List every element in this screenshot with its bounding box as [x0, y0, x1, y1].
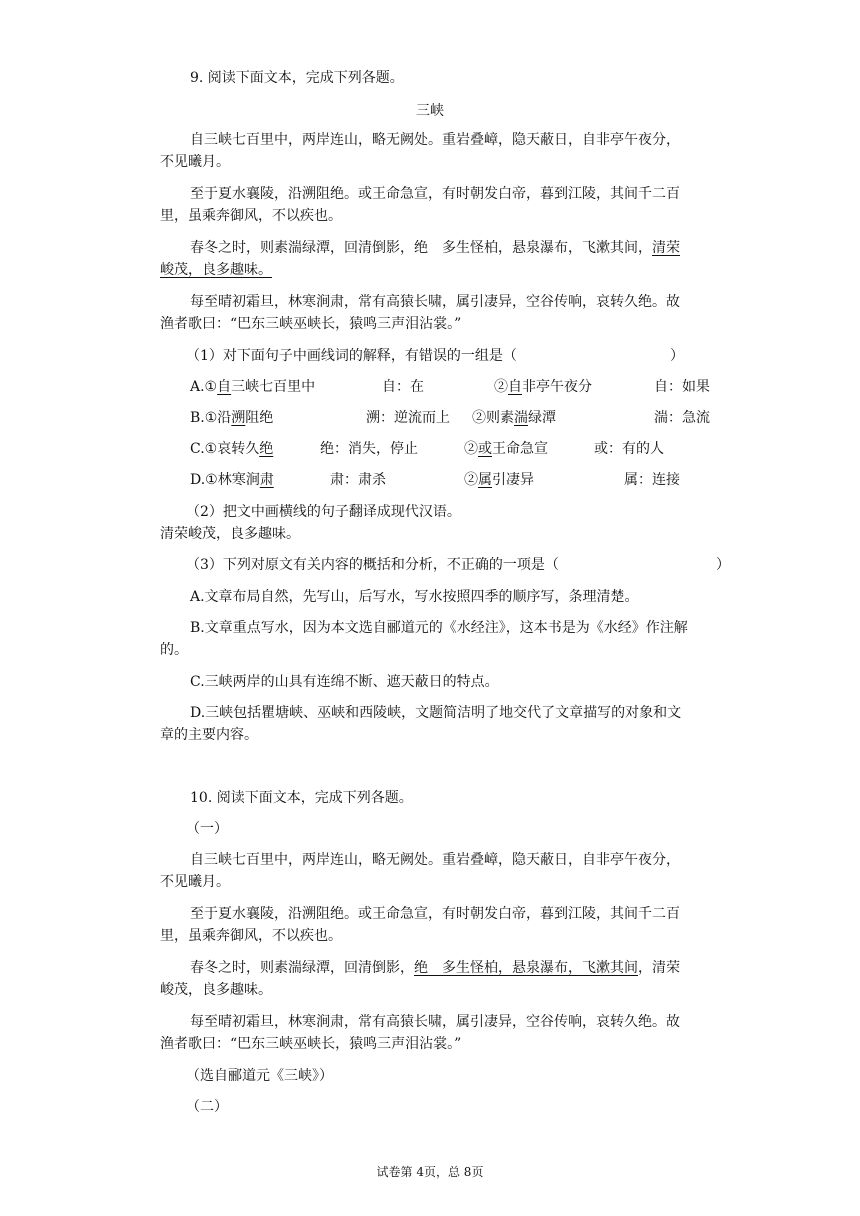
q9-p2-line1: 至于夏水襄陵，沿溯阻绝。或王命急宣，有时朝发白帝，暮到江陵，其间千二百 [190, 186, 680, 202]
q10-p2-line2: 里，虽乘奔御风，不以疾也。 [160, 928, 342, 944]
q9-option-c-part1 [190, 439, 273, 459]
opt-suffix: 引凄异 [492, 472, 534, 488]
q10-p1-line2: 不见曦月。 [160, 874, 230, 890]
opt-prefix: B.①沿 [190, 410, 232, 426]
opt-prefix: ② [464, 441, 478, 457]
q9-choice-b-line2: 的。 [160, 642, 188, 658]
opt-underlined-word: 自 [508, 379, 522, 395]
q10-p1-line1: 自三峡七百里中，两岸连山，略无阙处。重岩叠嶂，隐天蔽日，自非亭午夜分， [190, 852, 680, 868]
q10-header: 10. 阅读下面文本，完成下列各题。 [190, 790, 413, 806]
q9-option-b-exp1: 溯：逆流而上 [366, 410, 450, 426]
q9-option-d-exp2: 属：连接 [624, 472, 680, 488]
q9-choice-d-line2: 章的主要内容。 [160, 727, 258, 743]
page-footer: 试卷第 4页，总 8页 [376, 1165, 484, 1179]
opt-underlined-word: 自 [217, 379, 232, 395]
q9-option-c-part2 [464, 439, 548, 459]
q10-p3-text: 春冬之时，则素湍绿潭，回清倒影， [190, 960, 414, 976]
opt-prefix: ② [494, 379, 508, 395]
opt-suffix: 非亭午夜分 [522, 379, 592, 395]
q9-p3-line2 [160, 260, 272, 280]
q9-option-a-part1 [190, 377, 315, 397]
q9-option-b-part2 [472, 408, 556, 428]
q10-source: （选自郦道元《三峡》） [186, 1068, 333, 1084]
q9-choice-b-line1: B.文章重点写水，因为本文选自郦道元的《水经注》，这本书是为《水经》作注解 [190, 620, 688, 636]
opt-underlined-word: 绝 [259, 441, 274, 457]
q9-p4-line2: 渔者歌曰：“巴东三峡巫峡长，猿鸣三声泪沾裳。” [160, 316, 462, 332]
q9-p3-line1 [190, 238, 680, 258]
opt-suffix: 绿潭 [528, 410, 556, 426]
q10-p3-line1 [190, 958, 680, 978]
q9-p1-line2: 不见曦月。 [160, 154, 230, 170]
q10-p3-underlined: 绝 多生怪柏，悬泉瀑布，飞漱其间 [414, 960, 638, 976]
opt-prefix: A.① [190, 379, 218, 395]
q9-p3-underlined-end: 峻茂，良多趣味。 [160, 262, 272, 278]
q9-sub1-close: ） [670, 348, 684, 364]
q9-option-a-exp2: 自：如果 [654, 379, 710, 395]
q9-option-b-part1 [190, 408, 273, 428]
q9-p3-text: 春冬之时，则素湍绿潭，回清倒影，绝 多生怪柏，悬泉瀑布，飞漱其间， [190, 240, 652, 256]
opt-prefix: D.①林寒涧 [190, 472, 260, 488]
q9-option-a-exp1: 自：在 [382, 379, 424, 395]
q9-header: 9. 阅读下面文本，完成下列各题。 [190, 70, 404, 86]
q9-choice-a: A.文章布局自然，先写山，后写水，写水按照四季的顺序写，条理清楚。 [190, 589, 639, 605]
opt-underlined-word: 肃 [259, 472, 274, 488]
q9-option-b-exp2: 湍：急流 [654, 410, 710, 426]
opt-prefix: ②则素 [472, 410, 514, 426]
q9-p1-line1: 自三峡七百里中，两岸连山，略无阙处。重岩叠嶂，隐天蔽日，自非亭午夜分， [190, 132, 680, 148]
passage-title: 三峡 [416, 103, 444, 119]
q10-p2-line1: 至于夏水襄陵，沿溯阻绝。或王命急宣，有时朝发白帝，暮到江陵，其间千二百 [190, 906, 680, 922]
opt-underlined-word: 或 [478, 441, 492, 457]
opt-suffix: 三峡七百里中 [231, 379, 316, 395]
q10-part1-label: （一） [186, 821, 228, 837]
q9-option-d-part1 [190, 470, 274, 490]
q9-sub2: （2）把文中画横线的句子翻译成现代汉语。 [186, 504, 461, 520]
q10-p3-line2: 峻茂，良多趣味。 [160, 982, 272, 998]
q9-sub3-close: ） [716, 557, 730, 573]
q9-sub3: （3）下列对原文有关内容的概括和分析，不正确的一项是（ [186, 557, 559, 573]
q9-choice-d-line1: D.三峡包括瞿塘峡、巫峡和西陵峡，文题简洁明了地交代了文章描写的对象和文 [190, 705, 682, 721]
q10-part2-label: （二） [186, 1099, 228, 1115]
opt-underlined-word: 属 [478, 472, 492, 488]
q9-option-c-exp2: 或：有的人 [594, 441, 664, 457]
opt-prefix: ② [464, 472, 478, 488]
q9-option-d-exp1: 肃：肃杀 [330, 472, 386, 488]
q9-option-a-part2 [494, 377, 592, 397]
q9-option-d-part2 [464, 470, 534, 490]
q10-p3-text-end: ，清荣 [638, 960, 680, 976]
q9-sub2-answer: 清荣峻茂，良多趣味。 [160, 526, 300, 542]
opt-suffix: 王命急宣 [492, 441, 548, 457]
opt-suffix: 阻绝 [245, 410, 274, 426]
q9-p2-line2: 里，虽乘奔御风，不以疾也。 [160, 208, 342, 224]
opt-prefix: C.①哀转久 [190, 441, 260, 457]
q9-p4-line1: 每至晴初霜旦，林寒涧肃，常有高猿长啸，属引凄异，空谷传响，哀转久绝。故 [190, 294, 680, 310]
q9-option-c-exp1: 绝：消失，停止 [320, 441, 418, 457]
q9-p3-underlined-start: 清荣 [652, 240, 680, 256]
opt-underlined-word: 湍 [514, 410, 528, 426]
q10-p4-line2: 渔者歌曰：“巴东三峡巫峡长，猿鸣三声泪沾裳。” [160, 1036, 462, 1052]
q9-sub1: （1）对下面句子中画线词的解释，有错误的一组是（ [186, 348, 517, 364]
q10-p4-line1: 每至晴初霜旦，林寒涧肃，常有高猿长啸，属引凄异，空谷传响，哀转久绝。故 [190, 1014, 680, 1030]
q9-choice-c: C.三峡两岸的山具有连绵不断、遮天蔽日的特点。 [190, 674, 499, 690]
opt-underlined-word: 溯 [231, 410, 246, 426]
